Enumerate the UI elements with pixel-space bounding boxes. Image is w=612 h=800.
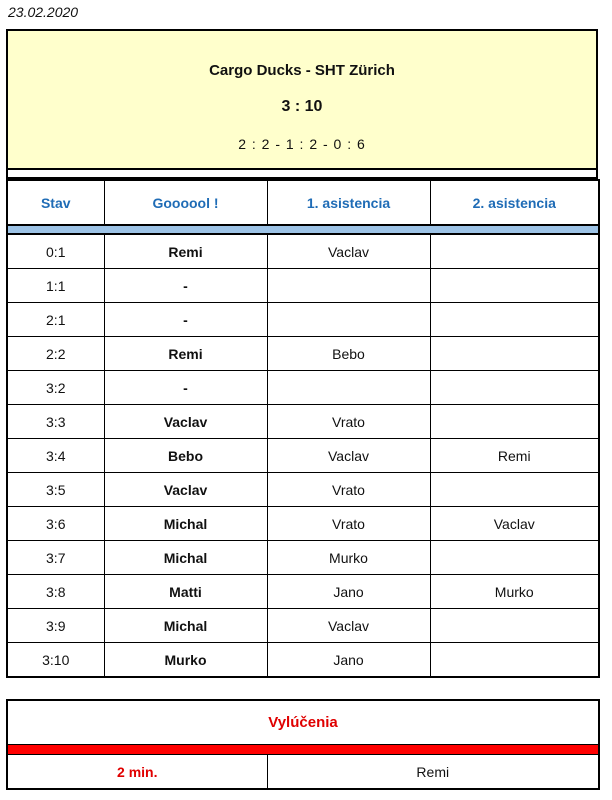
goal-scorer: Vaclav (104, 405, 267, 439)
goal-scorer: Michal (104, 541, 267, 575)
penalty-player: Remi (267, 755, 599, 790)
goal-score: 3:7 (7, 541, 104, 575)
goal-assist-1: Murko (267, 541, 430, 575)
goal-assist-2 (430, 234, 599, 269)
goal-assist-2 (430, 337, 599, 371)
goal-row (7, 303, 599, 337)
goal-assist-1: Vrato (267, 507, 430, 541)
goal-score: 3:10 (7, 643, 104, 678)
goal-row (7, 234, 599, 269)
goal-assist-2 (430, 371, 599, 405)
period-scores: 2 : 2 - 1 : 2 - 0 : 6 (238, 136, 366, 152)
goal-score: 2:1 (7, 303, 104, 337)
goal-row (7, 337, 599, 371)
goal-row (7, 575, 599, 609)
goals-header-row (7, 180, 599, 225)
goal-scorer: Vaclav (104, 473, 267, 507)
column-header-assist1: 1. asistencia (267, 180, 430, 225)
goal-assist-1: Bebo (267, 337, 430, 371)
goal-score: 3:4 (7, 439, 104, 473)
penalty-duration: 2 min. (7, 755, 267, 790)
goals-table (6, 179, 600, 678)
goal-score: 3:5 (7, 473, 104, 507)
match-header (6, 29, 598, 170)
penalty-row (7, 755, 599, 790)
goal-assist-1: Jano (267, 575, 430, 609)
goal-assist-1 (267, 303, 430, 337)
goal-row (7, 609, 599, 643)
goal-scorer: - (104, 371, 267, 405)
goal-assist-2 (430, 405, 599, 439)
goal-scorer: Bebo (104, 439, 267, 473)
goal-scorer: - (104, 269, 267, 303)
penalties-table (6, 699, 600, 790)
goal-assist-2 (430, 609, 599, 643)
goal-assist-1: Vrato (267, 405, 430, 439)
goal-row (7, 371, 599, 405)
goal-assist-1: Vaclav (267, 439, 430, 473)
goal-scorer: - (104, 303, 267, 337)
goal-assist-2 (430, 473, 599, 507)
final-score: 3 : 10 (281, 98, 323, 115)
goal-row (7, 439, 599, 473)
header-spacer (6, 168, 598, 179)
goal-scorer: Michal (104, 609, 267, 643)
goal-row (7, 643, 599, 678)
goal-assist-1 (267, 371, 430, 405)
goal-scorer: Remi (104, 234, 267, 269)
goal-assist-2: Murko (430, 575, 599, 609)
goal-row (7, 473, 599, 507)
goal-assist-1: Vaclav (267, 609, 430, 643)
column-header-scorer: Goooool ! (104, 180, 267, 225)
goal-assist-1 (267, 269, 430, 303)
goal-row (7, 507, 599, 541)
goal-row (7, 405, 599, 439)
goal-scorer: Michal (104, 507, 267, 541)
column-header-assist2: 2. asistencia (430, 180, 599, 225)
goal-score: 3:2 (7, 371, 104, 405)
match-date: 23.02.2020 (8, 4, 79, 20)
red-divider (7, 745, 599, 755)
goal-score: 3:8 (7, 575, 104, 609)
goal-score: 3:3 (7, 405, 104, 439)
goal-assist-2 (430, 269, 599, 303)
goal-assist-2 (430, 643, 599, 678)
goal-assist-1: Vaclav (267, 234, 430, 269)
goal-scorer: Murko (104, 643, 267, 678)
goal-row (7, 269, 599, 303)
penalties-title: Vylúčenia (7, 700, 599, 745)
goal-score: 3:6 (7, 507, 104, 541)
goal-row (7, 541, 599, 575)
match-teams: Cargo Ducks - SHT Zürich (209, 62, 395, 79)
goal-assist-2: Vaclav (430, 507, 599, 541)
goal-assist-1: Jano (267, 643, 430, 678)
column-header-score: Stav (7, 180, 104, 225)
goal-assist-2 (430, 541, 599, 575)
blue-divider (7, 225, 599, 234)
goal-scorer: Matti (104, 575, 267, 609)
goal-scorer: Remi (104, 337, 267, 371)
goal-score: 2:2 (7, 337, 104, 371)
goal-score: 0:1 (7, 234, 104, 269)
goal-score: 1:1 (7, 269, 104, 303)
goal-assist-2: Remi (430, 439, 599, 473)
goal-assist-1: Vrato (267, 473, 430, 507)
goal-assist-2 (430, 303, 599, 337)
goal-score: 3:9 (7, 609, 104, 643)
